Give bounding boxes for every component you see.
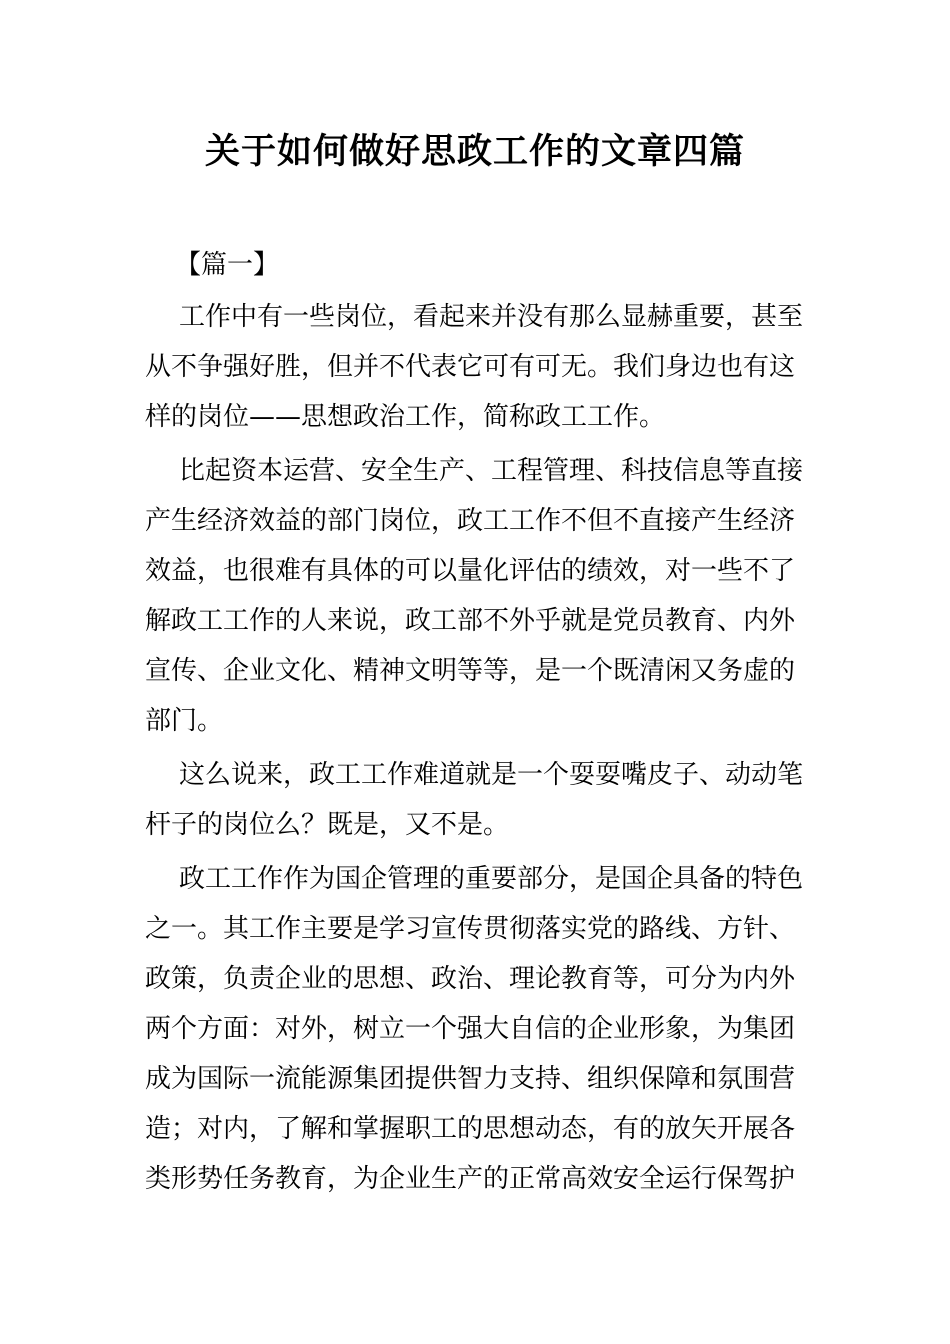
paragraph-4 (145, 854, 804, 1204)
paragraph-line: 产生经济效益的部门岗位，政工工作不但不直接产生经济 (145, 506, 796, 536)
section-heading: 【篇一】 (175, 250, 280, 280)
paragraph-line: 成为国际一流能源集团提供智力支持、组织保障和氛围营 (145, 1064, 796, 1094)
paragraph-line: 宣传、企业文化、精神文明等等，是一个既清闲又务虚的 (145, 656, 796, 686)
paragraph-line: 部门。 (145, 706, 224, 736)
paragraph-line: 解政工工作的人来说，政工部不外乎就是党员教育、内外 (145, 606, 796, 636)
paragraph-line: 造；对内，了解和掌握职工的思想动态，有的放矢开展各 (145, 1114, 796, 1144)
paragraph-1 (145, 292, 804, 442)
document-body (145, 240, 804, 1208)
document-title: 关于如何做好思政工作的文章四篇 (204, 132, 745, 172)
paragraph-line: 之一。其工作主要是学习宣传贯彻落实党的路线、方针、 (145, 914, 796, 944)
paragraph-line: 杆子的岗位么？既是，又不是。 (145, 810, 510, 840)
paragraph-line: 样的岗位——思想政治工作，简称政工工作。 (145, 402, 666, 432)
paragraph-line: 比起资本运营、安全生产、工程管理、科技信息等直接 (179, 456, 804, 486)
paragraph-line: 两个方面：对外，树立一个强大自信的企业形象，为集团 (145, 1014, 796, 1044)
paragraph-3 (145, 750, 804, 850)
paragraph-2 (145, 446, 804, 746)
paragraph-line: 政策，负责企业的思想、政治、理论教育等，可分为内外 (145, 964, 796, 994)
paragraph-line: 工作中有一些岗位，看起来并没有那么显赫重要，甚至 (179, 302, 804, 332)
paragraph-line: 这么说来，政工工作难道就是一个耍耍嘴皮子、动动笔 (179, 760, 804, 790)
paragraph-line: 效益，也很难有具体的可以量化评估的绩效，对一些不了 (145, 556, 796, 586)
paragraph-line: 政工工作作为国企管理的重要部分，是国企具备的特色 (179, 864, 804, 894)
paragraph-line: 从不争强好胜，但并不代表它可有可无。我们身边也有这 (145, 352, 796, 382)
paragraph-line: 类形势任务教育，为企业生产的正常高效安全运行保驾护 (145, 1164, 796, 1194)
